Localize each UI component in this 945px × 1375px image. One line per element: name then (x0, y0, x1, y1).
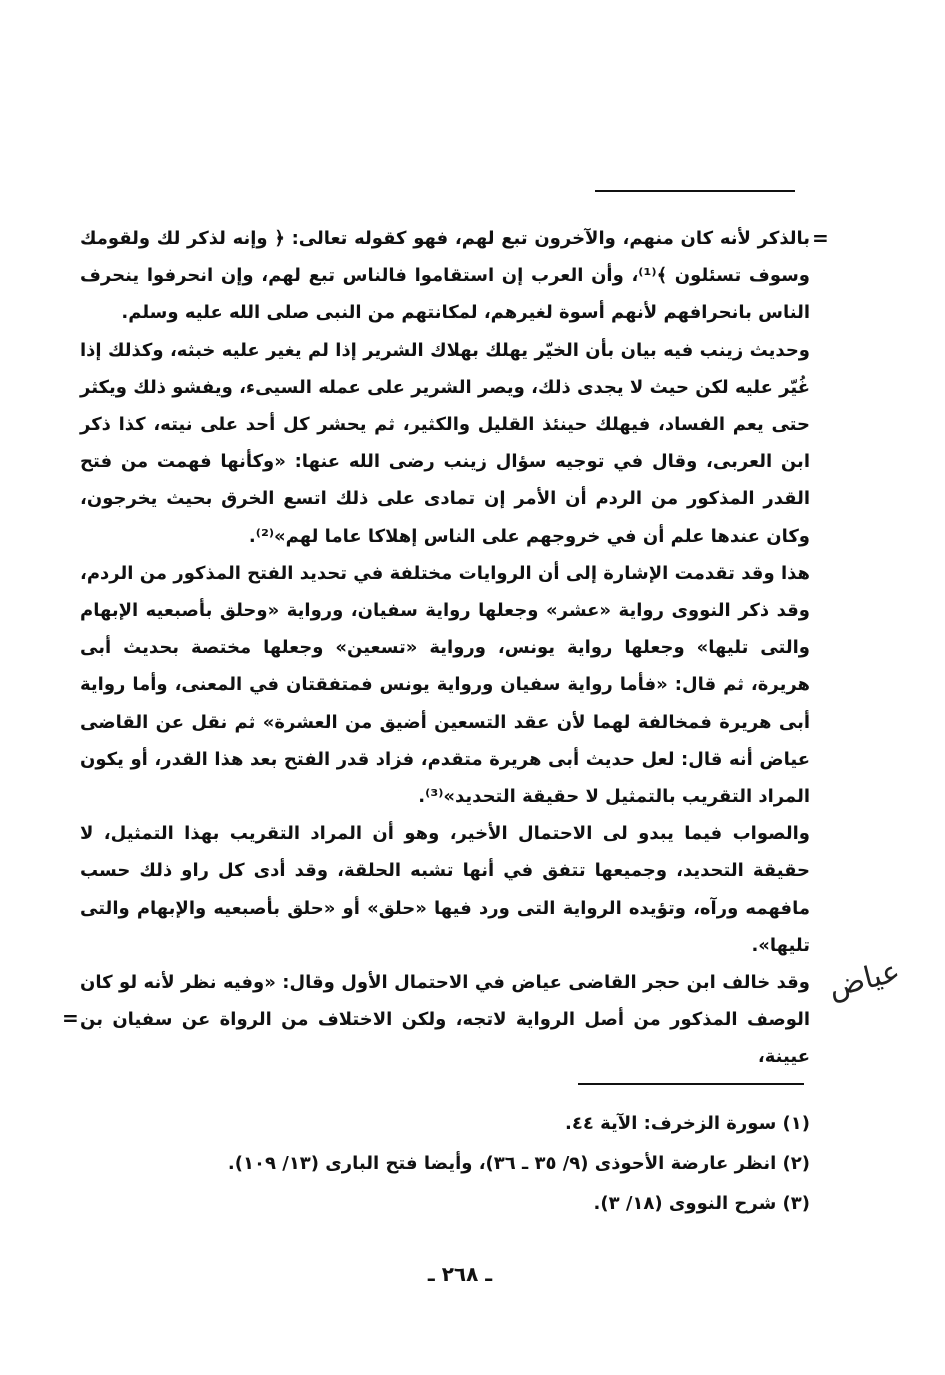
paragraph-4: والصواب فيما يبدو لى الاحتمال الأخير، وهو أن المراد التقريب بهذا التمثيل، لا حقيقة التحديد، وجميعها تتفق في أنها تشبه الحلقة، وقد أدى كل راو ذلك حسب مافهمه ورآه، وتؤيده الرواية التى ورد فيها «حلق» أو «حلق بأصبعيه والإبهام والتى تليها». (80, 823, 810, 956)
paragraph-2: وحديث زينب فيه بيان بأن الخيّر يهلك بهلاك الشرير إذا لم يغير عليه خبثه، وكذلك إذا غُيّر عليه لكن حيث لا يجدى ذلك، ويصر الشرير على عمله السيىء، ويفشو ذلك ويكثر حتى يعم الفساد، فيهلك حينئذ القليل والكثير، ثم يحشر كل أحد على نيته، كذا ذكر ابن العربى، وقال في توجيه سؤال زينب رضى الله عنها: «وكأنها فهمت من فتح القدر المذكور من الردم أن الأمر إن تمادى على ذلك اتسع الخرق بحيث يخرجون، وكان عندها علم أن في خروجهم على الناس إهلاكا عاما لهم»⁽²⁾. (80, 339, 810, 547)
paragraph-3: هذا وقد تقدمت الإشارة إلى أن الروايات مختلفة في تحديد الفتح المذكور من الردم، وقد ذكر النووى رواية «عشر» وجعلها رواية سفيان، ورواية «وحلق بأصبعيه الإبهام والتى تليها» وجعلها رواية يونس، ورواية «تسعين» وجعلها مختصة بحديث أبى هريرة، ثم قال: «فأما رواية سفيان ورواية يونس فمتفقتان في المعنى، وأما رواية أبى هريرة فمخالفة لهما لأن عقد التسعين أضيق من العشرة» ثم نقل عن القاضى عياض أنه قال: لعل حديث أبى هريرة متقدم، فزاد قدر الفتح بعد هذا القدر، أو يكون المراد التقريب بالتمثيل لا حقيقة التحديد»⁽³⁾. (80, 562, 810, 808)
main-body-text (80, 220, 810, 1076)
footnote-2: (٢) انظر عارضة الأحوذى (٩/ ٣٥ ـ ٣٦)، وأيضا فتح البارى (١٣/ ١٠٩). (227, 1153, 810, 1174)
top-separator-rule (595, 190, 795, 192)
footnote-1: (١) سورة الزخرف: الآية ٤٤. (565, 1113, 810, 1134)
handwritten-margin-note: عياض (824, 953, 904, 1006)
page-number: ـ ٢٦٨ ـ (427, 1262, 493, 1286)
continuation-mark-bottom: = (62, 1006, 79, 1030)
paragraph-5: وقد خالف ابن حجر القاضى عياض في الاحتمال الأول وقال: «وفيه نظر لأنه لو كان الوصف المذكور من أصل الرواية لاتجه، ولكن الاختلاف من الرواة عن سفيان بن عيينة، (80, 972, 810, 1068)
paragraph-1: بالذكر لأنه كان منهم، والآخرون تبع لهم، فهو كقوله تعالى: ﴿ وإنه لذكر لك ولقومك وسوف تسئلون ﴾⁽¹⁾، وأن العرب إن استقاموا فالناس تبع لهم، وإن انحرفوا ينحرف الناس بانحرافهم لأنهم أسوة لغيرهم، لمكانتهم من النبى صلى الله عليه وسلم. (80, 228, 810, 324)
continuation-mark-top: = (812, 226, 829, 250)
footnote-separator-rule (578, 1083, 804, 1085)
footnote-3: (٣) شرح النووى (١٨/ ٣). (593, 1193, 810, 1214)
footnotes (150, 1104, 810, 1224)
